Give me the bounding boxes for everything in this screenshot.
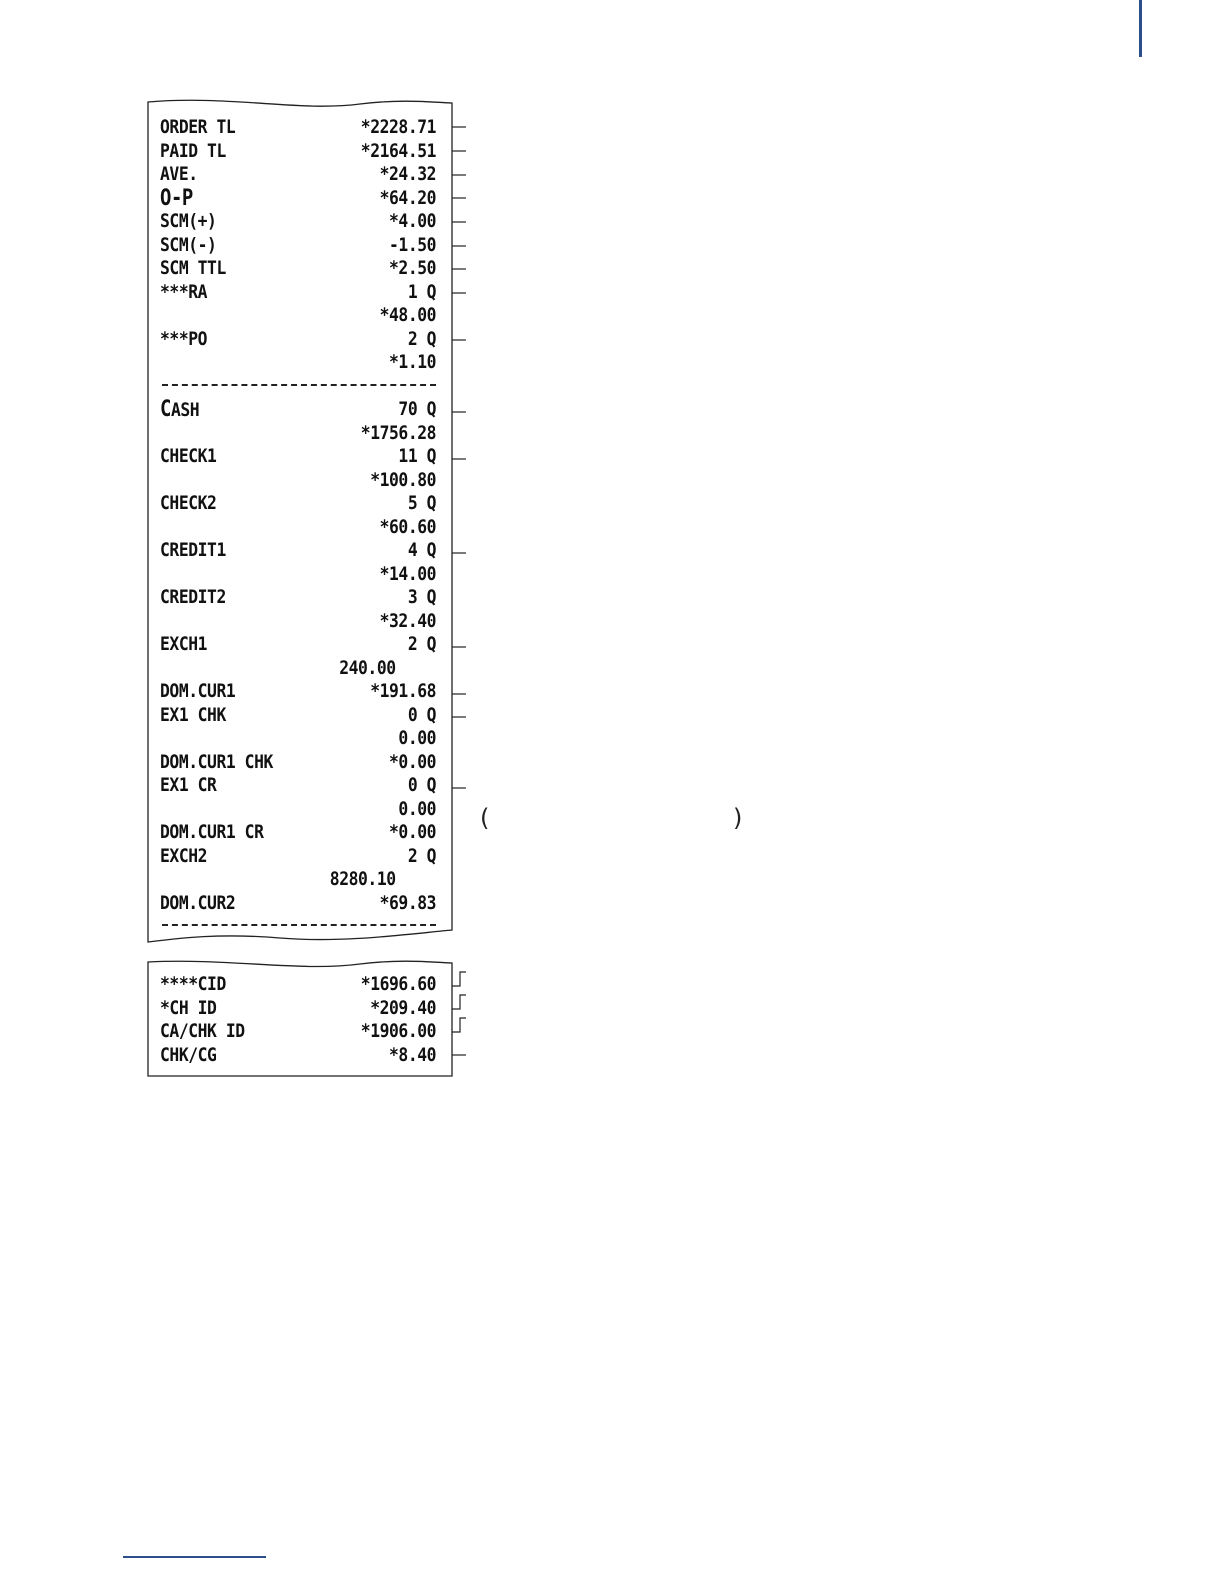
receipt-row-check1-amount: *100.80 (370, 468, 437, 491)
receipt-row-cash-count: CASH 70 Q (160, 397, 437, 422)
receipt-row-credit2-count: CREDIT2 3 Q (160, 586, 437, 608)
receipt-row-scm-ttl: SCM TTL *2.50 (160, 257, 437, 279)
receipt-row-scm-plus: SCM(+) *4.00 (160, 210, 437, 232)
receipt-row-exch1-count: EXCH1 2 Q (160, 633, 437, 655)
receipt-row-credit2-amount: *32.40 (379, 609, 437, 632)
receipt-row-check2-amount: *60.60 (379, 515, 437, 538)
receipt-row-po-amount: *1.10 (389, 351, 437, 373)
close-parenthesis: ) (733, 804, 743, 832)
main-receipt (160, 116, 436, 939)
receipt-row-o-p: O-P *64.20 (160, 185, 437, 211)
receipt-row-check1-count: CHECK1 11 Q (160, 445, 437, 467)
footer-accent-rule (123, 1556, 266, 1558)
receipt-row-po-count: ***PO 2 Q (160, 327, 437, 350)
cash-c-glyph: C (160, 397, 171, 422)
receipt-row-ave: AVE. *24.32 (160, 163, 437, 185)
receipt-row-ra-count: ***RA 1 Q (160, 280, 437, 303)
receipt-row-ex1-cr-count: EX1 CR 0 Q (160, 774, 437, 796)
receipt-row-ca-chk-id: CA/CHK ID *1906.00 (160, 1020, 437, 1042)
receipt-row-ra-amount: *48.00 (379, 304, 437, 326)
receipt-row-dom-cur1-chk: DOM.CUR1 CHK *0.00 (160, 750, 437, 773)
separator-line-bottom (160, 915, 436, 939)
receipt-row-ex1-cr-amount: 0.00 (398, 797, 437, 820)
bottom-receipt (160, 973, 436, 1067)
separator-line (160, 375, 436, 399)
receipt-row-ex1-chk-amount: 0.00 (398, 727, 437, 749)
receipt-row-dom-cur1-cr: DOM.CUR1 CR *0.00 (160, 821, 437, 843)
callout-lines (452, 127, 466, 1055)
receipt-row-cash-amount: *1756.28 (360, 421, 437, 444)
receipt-row-exch2-amount: 8280.10 (329, 868, 396, 890)
receipt-row-cid: ****CID *1696.60 (160, 973, 437, 995)
receipt-row-exch1-amount: 240.00 (339, 656, 396, 679)
receipt-row-dom-cur1: DOM.CUR1 *191.68 (160, 680, 437, 702)
receipt-row-scm-minus: SCM(-) -1.50 (160, 233, 437, 256)
open-parenthesis: ( (480, 804, 490, 832)
receipt-row-credit1-count: CREDIT1 4 Q (160, 539, 437, 561)
receipt-row-credit1-amount: *14.00 (379, 562, 437, 585)
receipt-row-exch2-count: EXCH2 2 Q (160, 844, 437, 867)
receipt-row-dom-cur2: DOM.CUR2 *69.83 (160, 891, 437, 914)
receipt-row-order-tl: ORDER TL *2228.71 (160, 116, 437, 138)
receipt-row-paid-tl: PAID TL *2164.51 (160, 139, 437, 162)
receipt-row-chk-cg: CHK/CG *8.40 (160, 1043, 437, 1066)
receipt-row-ex1-chk-count: EX1 CHK 0 Q (160, 703, 437, 726)
receipt-row-ch-id: *CH ID *209.40 (160, 996, 437, 1019)
receipt-row-check2-count: CHECK2 5 Q (160, 492, 437, 514)
